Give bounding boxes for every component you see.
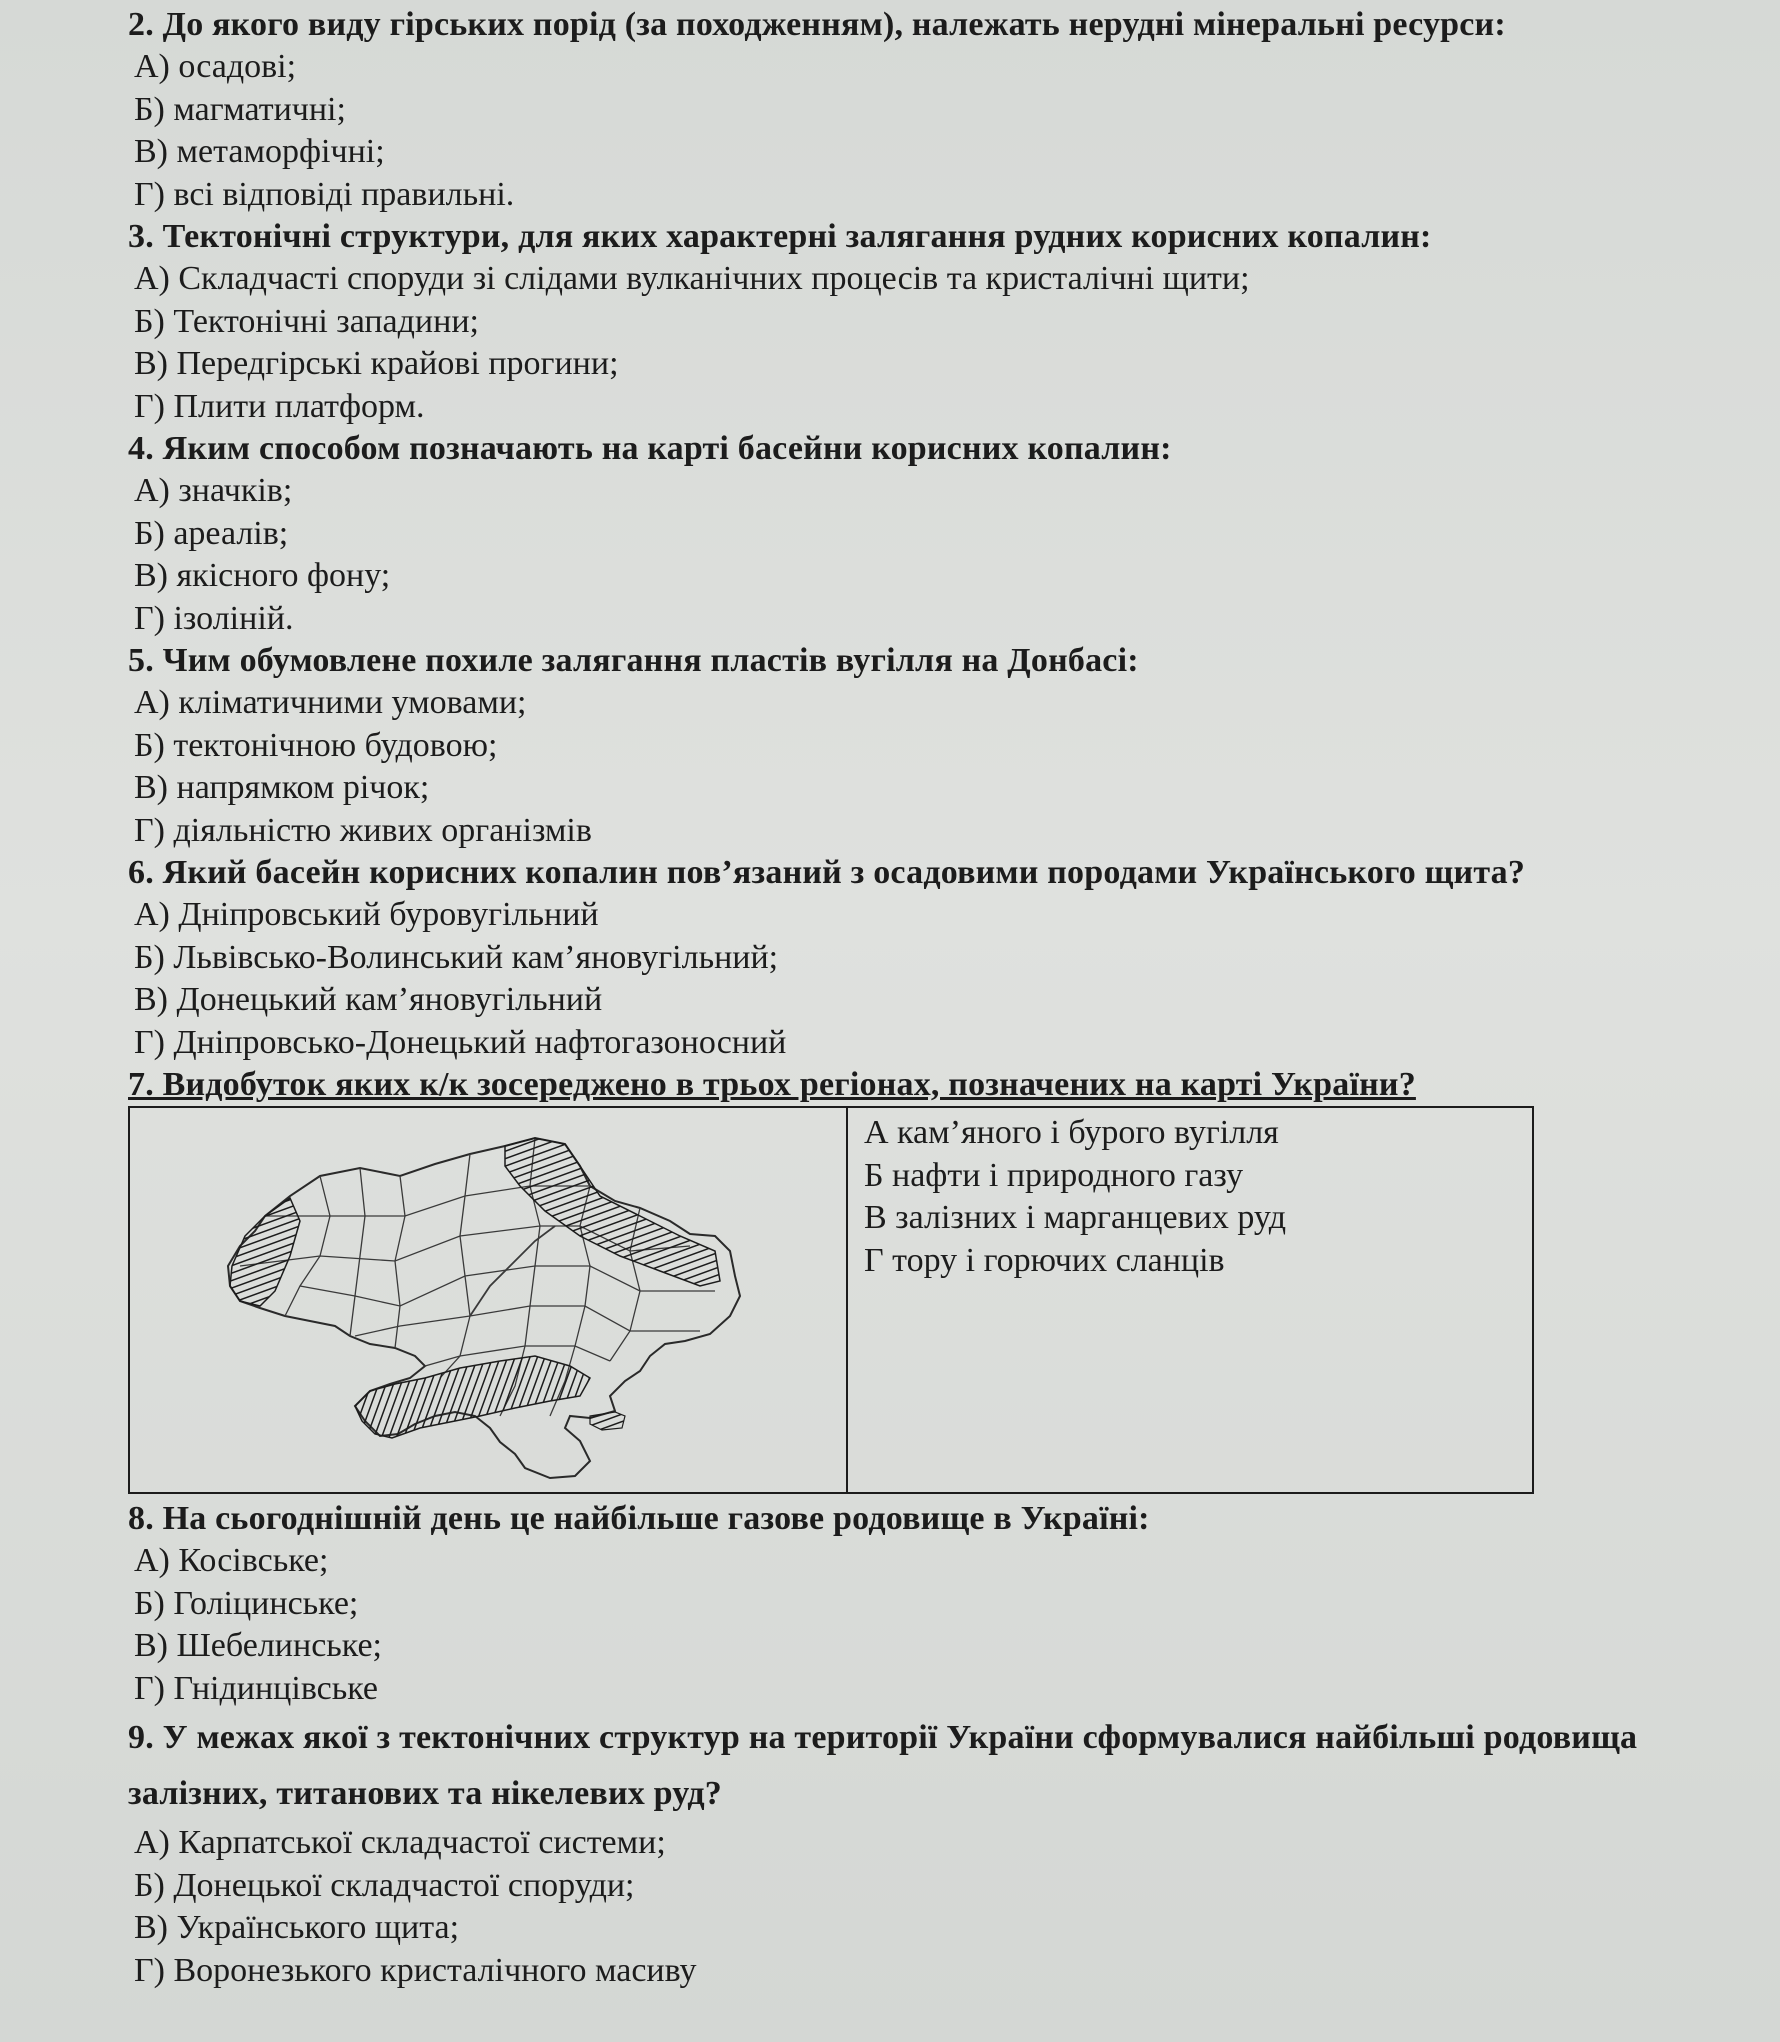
answer-option: В залізних і марганцевих руд — [864, 1199, 1287, 1236]
hatched-region-azov — [590, 1412, 625, 1430]
answer-option: Б нафти і природного газу — [864, 1156, 1244, 1194]
question-8 — [128, 1498, 1728, 1710]
answer-option: В) якісного фону; — [134, 557, 391, 594]
question-title: 7. Видобуток яких к/к зосереджено в трьох регіонах, позначених на карті України? — [128, 1066, 1416, 1103]
answer-option: Г) ізоліній. — [134, 599, 294, 637]
question-3 — [128, 216, 1728, 428]
answer-option: А) Карпатської складчастої системи; — [134, 1824, 666, 1861]
question-5 — [128, 640, 1728, 852]
answer-option: Б) Львівсько-Волинський кам’яновугільний; — [134, 938, 779, 976]
hatched-region-northeast — [505, 1138, 720, 1286]
answer-option: В) метаморфічні; — [134, 133, 385, 170]
question-4 — [128, 428, 1728, 640]
answer-option: Г) діяльністю живих організмів — [134, 811, 592, 849]
quiz-content — [128, 4, 1728, 1992]
answer-option: Б) Голіцинське; — [134, 1584, 359, 1622]
answer-option: Г тору і горючих сланців — [864, 1241, 1225, 1279]
answer-option: Б) ареалів; — [134, 514, 289, 552]
question-7 — [128, 1064, 1728, 1494]
answer-option: Б) тектонічною будовою; — [134, 726, 498, 764]
question-6 — [128, 852, 1728, 1064]
answer-option: В) Донецький кам’яновугільний — [134, 981, 603, 1018]
answer-option: А кам’яного і бурого вугілля — [864, 1114, 1279, 1151]
question-title: 5. Чим обумовлене похиле залягання пластів вугілля на Донбасі: — [128, 642, 1139, 679]
answer-option: Б) Донецької складчастої споруди; — [134, 1866, 635, 1904]
answer-option: А) значків; — [134, 472, 293, 509]
answer-option: Г) Дніпровсько-Донецький нафтогазоносний — [134, 1023, 787, 1061]
question-9 — [128, 1710, 1728, 1992]
question-title: 6. Який басейн корисних копалин пов’язаний з осадовими породами Українського щита? — [128, 854, 1526, 891]
answer-option: В) Українського щита; — [134, 1909, 460, 1946]
question-title: 8. На сьогоднішній день це найбільше газове родовище в Україні: — [128, 1500, 1150, 1537]
hatched-region-west — [230, 1198, 300, 1306]
question-title: 4. Яким способом позначають на карті басейни корисних копалин: — [128, 430, 1172, 467]
answer-option: В) Шебелинське; — [134, 1627, 382, 1664]
ukraine-outline — [228, 1138, 740, 1478]
answer-option: Б) Тектонічні западини; — [134, 302, 479, 340]
answer-option: В) Передгірські крайові прогини; — [134, 345, 619, 382]
question-7-table — [128, 1106, 1534, 1494]
answer-option: В) напрямком річок; — [134, 769, 430, 806]
question-title: 9. У межах якої з тектонічних структур на території України сформувалися найбільші родовища залізних, титанових та нікелевих руд? — [128, 1719, 1638, 1812]
answer-option: А) Складчасті споруди зі слідами вулканічних процесів та кристалічні щити; — [134, 260, 1250, 297]
question-2 — [128, 4, 1728, 216]
hatched-region-south — [355, 1356, 590, 1438]
answer-option: А) кліматичними умовами; — [134, 684, 527, 721]
answer-option: А) осадові; — [134, 48, 297, 85]
answer-option: Г) Гнідинцівське — [134, 1669, 379, 1707]
ukraine-map — [170, 1116, 850, 1486]
answer-option: Г) Воронезького кристалічного масиву — [134, 1951, 697, 1989]
answers-cell — [864, 1112, 1286, 1282]
answer-option: Г) Плити платформ. — [134, 387, 425, 425]
ukraine-map-cell — [130, 1108, 848, 1492]
answer-option: А) Косівське; — [134, 1542, 329, 1579]
question-title: 2. До якого виду гірських порід (за походженням), належать нерудні мінеральні ресурси: — [128, 6, 1506, 43]
answer-option: Г) всі відповіді правильні. — [134, 175, 515, 213]
question-title: 3. Тектонічні структури, для яких характерні залягання рудних корисних копалин: — [128, 218, 1432, 255]
answer-option: Б) магматичні; — [134, 90, 346, 128]
answer-option: А) Дніпровський буровугільний — [134, 896, 599, 933]
